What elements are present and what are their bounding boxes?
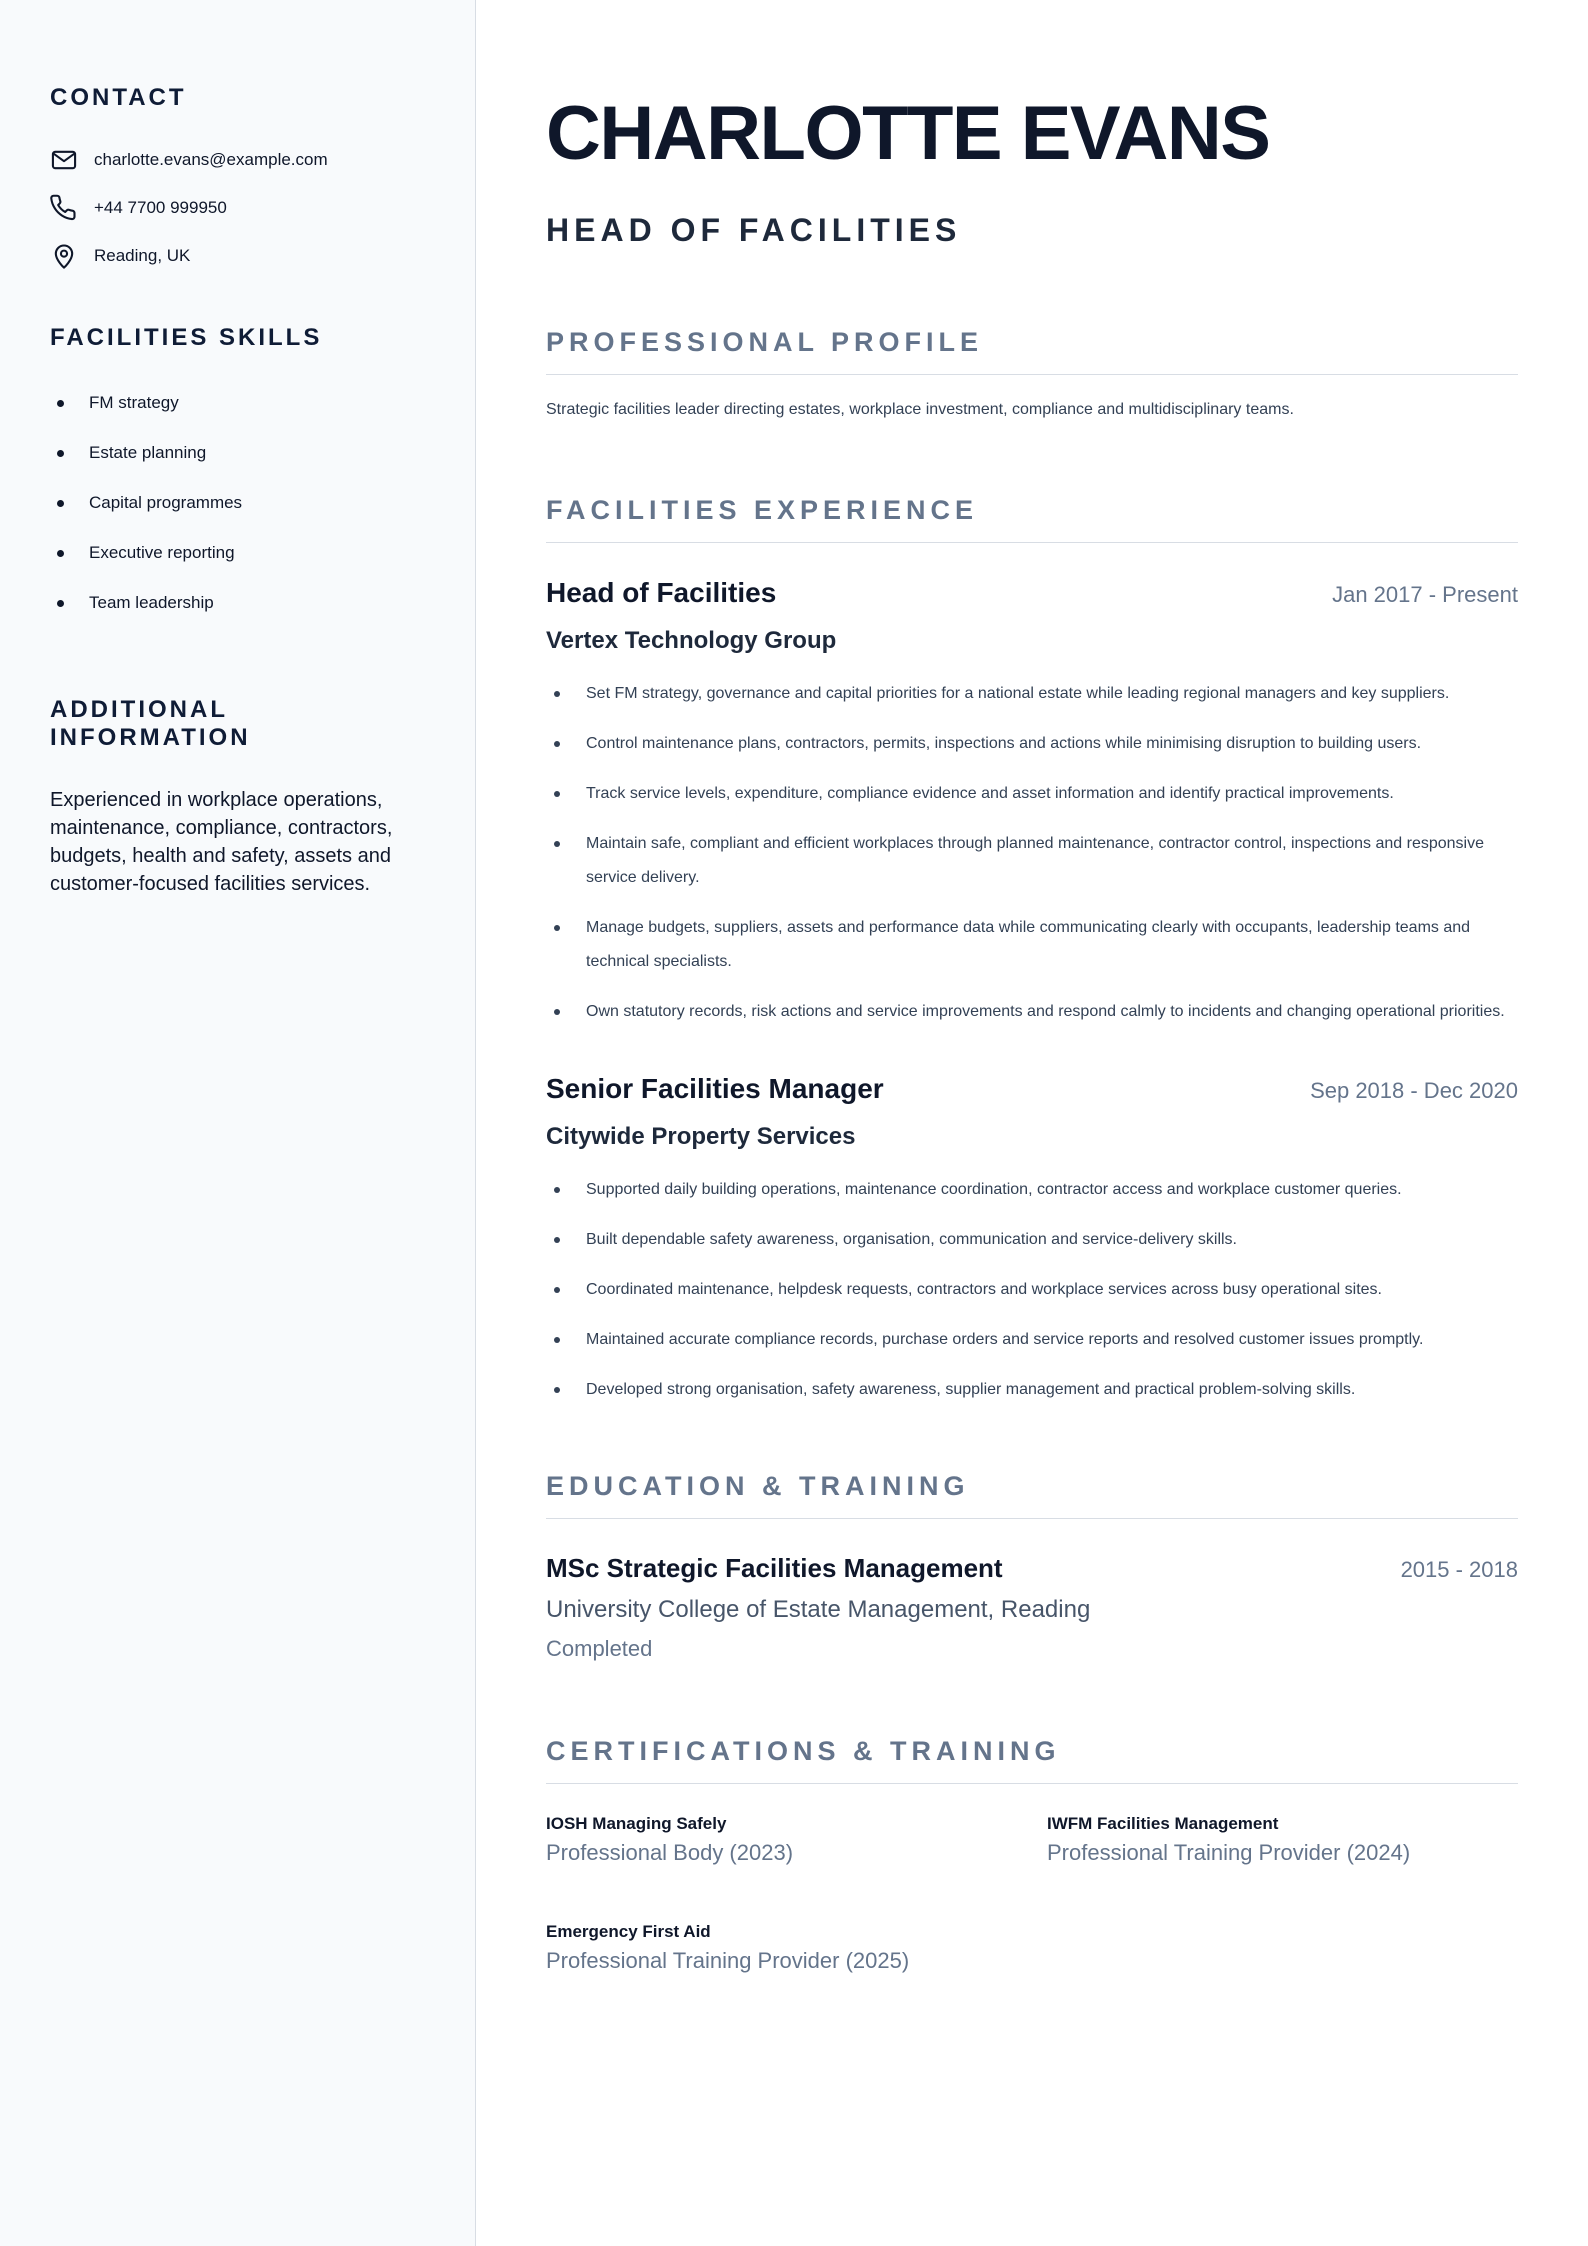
education-degree: MSc Strategic Facilities Management [546,1553,1003,1583]
certification-name: IOSH Managing Safely [546,1814,727,1833]
education-heading: EDUCATION & TRAINING [546,1471,1518,1519]
skill-item [50,478,425,528]
job-dates: Jan 2017 - Present [1332,582,1518,607]
certification-item [546,1922,1047,1974]
education-status: Completed [546,1636,653,1661]
bullet [57,500,64,507]
candidate-name: CHARLOTTE EVANS [546,91,1270,176]
job-company: Citywide Property Services [546,1123,856,1150]
skill-label: Executive reporting [89,543,235,562]
certification-name: Emergency First Aid [546,1922,711,1941]
skills-list [50,378,425,628]
experience-section [546,495,1518,1407]
skill-item [50,378,425,428]
certifications-grid [546,1814,1518,1974]
job-bullet: Manage budgets, suppliers, assets and performance data while communicating clearly with occupants, leadership teams and technical specialists. [546,911,1518,979]
contact-phone-text: +44 7700 999950 [94,198,227,217]
additional-info-text: Experienced in workplace operations, maintenance, compliance, contractors, budgets, health and safety, assets and customer-focused facilities services. [50,789,393,895]
contact-email[interactable] [50,136,425,184]
job-header [546,577,1518,609]
certifications-heading: CERTIFICATIONS & TRAINING [546,1736,1518,1784]
job-bullet: Coordinated maintenance, helpdesk requests, contractors and workplace services across busy operational sites. [546,1273,1518,1307]
main-content [546,0,1518,1974]
mail-icon [50,146,78,174]
job-bullet: Maintained accurate compliance records, purchase orders and service reports and resolved customer issues promptly. [546,1323,1518,1357]
contact-list [50,136,425,280]
location-pin-icon [50,242,78,270]
certification-provider: Professional Body (2023) [546,1840,794,1865]
contact-heading: CONTACT [50,84,187,111]
profile-heading: PROFESSIONAL PROFILE [546,327,1518,375]
education-dates: 2015 - 2018 [1400,1557,1518,1582]
experience-heading: FACILITIES EXPERIENCE [546,495,1518,543]
job-bullet: Own statutory records, risk actions and service improvements and respond calmly to incidents and changing operational priorities. [546,995,1518,1029]
skill-label: Estate planning [89,443,207,462]
job-bullet: Track service levels, expenditure, compliance evidence and asset information and identify practical improvements. [546,777,1518,811]
education-school: University College of Estate Management, Reading [546,1596,1091,1623]
sidebar [0,0,476,2246]
job-bullets [546,1173,1518,1407]
job-bullet: Set FM strategy, governance and capital priorities for a national estate while leading regional managers and key suppliers. [546,677,1518,711]
job-bullet: Supported daily building operations, maintenance coordination, contractor access and workplace customer queries. [546,1173,1518,1207]
certification-name: IWFM Facilities Management [1047,1814,1279,1833]
education-header [546,1553,1518,1584]
skill-item [50,528,425,578]
job-entry [546,1073,1518,1407]
bullet [57,600,64,607]
job-title: Head of Facilities [546,577,777,608]
certification-item [1047,1814,1518,1866]
job-bullet: Developed strong organisation, safety awareness, supplier management and practical problem-solving skills. [546,1373,1518,1407]
bullet [57,450,64,457]
education-section [546,1471,1518,1662]
bullet [57,550,64,557]
job-bullets [546,677,1518,1029]
phone-icon [50,194,78,222]
contact-email-text: charlotte.evans@example.com [94,150,328,169]
contact-location [50,232,425,280]
bullet [57,400,64,407]
skill-item [50,428,425,478]
certifications-section [546,1736,1518,1974]
job-bullet: Control maintenance plans, contractors, permits, inspections and actions while minimising disruption to building users. [546,727,1518,761]
skill-label: Team leadership [89,593,214,612]
certification-provider: Professional Training Provider (2025) [546,1948,910,1973]
profile-section [546,327,1518,419]
job-entry [546,577,1518,1029]
skill-item [50,578,425,628]
job-title-headline: HEAD OF FACILITIES [546,212,962,248]
job-title: Senior Facilities Manager [546,1073,884,1104]
skill-label: Capital programmes [89,493,243,512]
education-entry [546,1553,1518,1662]
contact-phone[interactable] [50,184,425,232]
certification-item [546,1814,1047,1866]
skills-heading: FACILITIES SKILLS [50,324,323,351]
job-header [546,1073,1518,1105]
contact-location-text: Reading, UK [94,246,191,265]
certification-provider: Professional Training Provider (2024) [1047,1840,1411,1865]
job-bullet: Built dependable safety awareness, organisation, communication and service-delivery skills. [546,1223,1518,1257]
job-bullet: Maintain safe, compliant and efficient workplaces through planned maintenance, contractor control, inspections and responsive service delivery. [546,827,1518,895]
skill-label: FM strategy [89,393,179,412]
profile-text: Strategic facilities leader directing estates, workplace investment, compliance and multidisciplinary teams. [546,401,1294,418]
job-dates: Sep 2018 - Dec 2020 [1310,1078,1518,1103]
job-company: Vertex Technology Group [546,627,837,654]
additional-info-heading: ADDITIONAL INFORMATION [50,696,251,751]
